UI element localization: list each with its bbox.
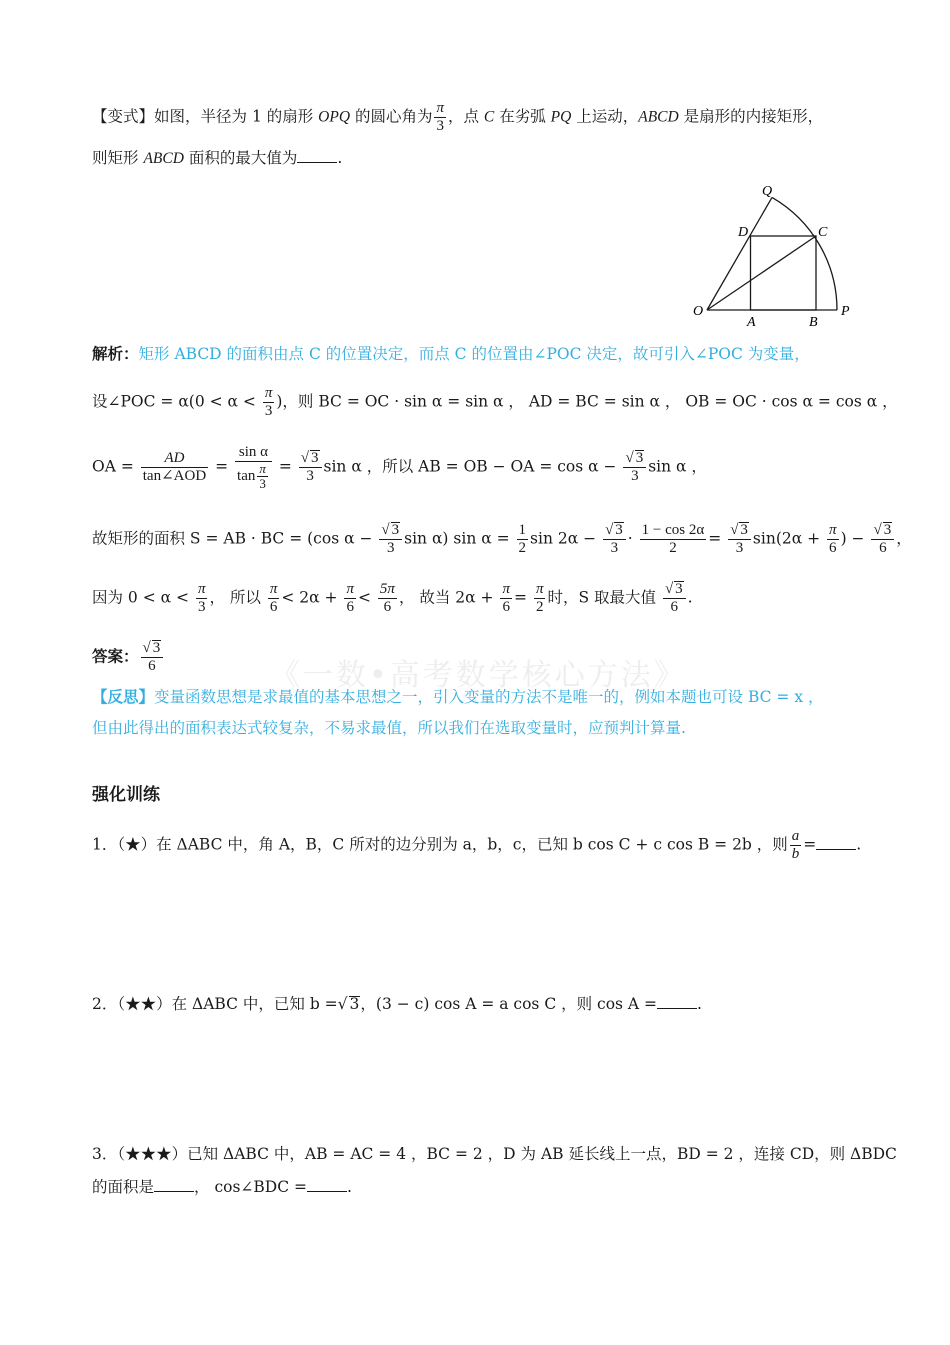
fraction: $\frac{√ 3}{3}$ [728,522,751,557]
label-o: O [693,304,704,319]
math-text: 设∠POC = α(0 < α < [92,392,261,411]
fraction: $\frac{√ 3}{3}$ [603,522,626,557]
fraction: $\frac{5\pi}{6}$ [379,581,395,615]
question-1 [92,828,861,863]
math-abcd: ABCD [143,150,184,167]
math-text: 故矩形的面积 S = AB · BC = (cos α − [92,529,373,548]
solution-line-5 [92,581,693,616]
fraction: $\frac{√ 3}{3}$ [299,450,322,485]
question-3-line-1 [92,1142,897,1166]
question-text: 1．（★）在 ΔABC 中，角 A，B，C 所对的边分别为 a，b，c，已知 b cos C + c cos B = 2b ，则 [92,835,788,854]
math-text: ， 所以 [209,588,261,607]
answer-blank [657,994,697,1009]
label-q: Q [762,184,773,199]
period: . [337,149,343,167]
answer-blank [297,148,337,163]
math-text: = [278,457,292,476]
fraction: $\frac{\pi}{2}$ [535,581,544,615]
math-text: < [357,588,371,607]
fraction: $\frac{\pi}{3}$ [264,385,273,419]
variant-line-2 [92,146,342,171]
reflection-line-1 [92,685,824,709]
solution-line-4 [92,522,912,557]
math-text: sin 2α − [530,529,597,548]
reflection-text: 变量函数思想是求最值的基本思想之一，引入变量的方法不是唯一的，例如本题也可设 BC = x ， [154,688,824,706]
label-b: B [809,315,818,330]
math-text: sin α) sin α = [404,529,510,548]
sqrt-value: 3 [349,995,360,1013]
question-text: ，(3 − c) cos A = a cos C ，则 cos A = [360,995,658,1013]
variant-text: 则矩形 [92,149,144,167]
solution-label: 解析： [92,344,139,363]
variant-text: 上运动， [571,107,639,126]
variant-text: 面积的最大值为 [183,149,298,167]
solution-line-2 [92,385,898,420]
math-text: sin α ， [648,457,707,476]
math-text: sin α ，所以 AB = OB − OA = cos α − [323,457,617,476]
solution-intro [92,342,810,366]
math-text: OA = [92,457,134,476]
period: . [856,835,862,854]
question-3-line-2 [92,1175,352,1199]
question-text: 2．（★★）在 ΔABC 中，已知 b = [92,995,338,1013]
solution-intro-text: 矩形 ABCD 的面积由点 C 的位置决定，而点 C 的位置由∠POC 决定，故可引入∠POC 为变量， [138,345,810,363]
question-text: 3．（★★★）已知 ΔABC 中，AB = AC = 4 ，BC = 2 ，D 为 AB 延长线上一点，BD = 2 ，连接 CD，则 ΔBDC [92,1145,897,1163]
answer-label: 答案： [92,646,139,666]
solution-line-3 [92,444,707,491]
variant-text: 在劣弧 [494,107,551,126]
label-d: D [738,225,749,240]
fraction: $\frac{1}{2}$ [518,522,527,556]
question-text: ， cos∠BDC = [194,1178,307,1196]
fraction: $\frac{\pi}{3}$ [436,100,444,134]
sector-figure [690,180,860,330]
math-c: C [483,108,495,126]
period: . [347,1178,352,1196]
rectangle-abcd [751,236,817,310]
answer-blank [816,835,856,850]
variant-text: 是扇形的内接矩形， [678,107,824,126]
fraction: $\frac{\pi}{6}$ [269,581,278,615]
math-text: 时，S 取最大值 [547,588,656,607]
math-text: . [687,588,693,607]
variant-tag: 【变式】 [92,107,155,126]
variant-line-1 [92,100,823,135]
answer-fraction: $\frac{√ 3}{6}$ [141,640,164,675]
fraction: $\frac{\pi}{6}$ [502,581,510,615]
math-pq: PQ [550,108,572,126]
variant-text: 如图，半径为 1 的扇形 [154,107,319,126]
math-text: )，则 BC = OC · sin α = sin α ， AD = BC = sin α ， OB = OC · cos α = cos α ， [276,392,898,411]
math-text: = [514,588,527,607]
math-text: 因为 0 < α < [92,588,190,607]
math-text: = [215,457,229,476]
fraction: $\frac{\pi}{6}$ [829,522,837,556]
fraction: $\frac{√ 3}{6}$ [871,522,894,557]
fraction: $\frac{\pi}{6}$ [346,581,354,615]
variant-text: 的圆心角为 [350,107,433,126]
segment-oc [707,236,816,310]
answer-line [92,640,165,675]
math-text: sin(2α + [752,529,821,548]
segment-oq [707,197,772,310]
fraction: $\frac{a}{b}$ [791,828,800,862]
fraction: sin α tan $\frac{\pi}{3}$ [235,444,272,491]
watermark: 《一数•高考数学核心方法》 [270,658,687,693]
math-text: ， 故当 2α + [398,588,494,607]
math-text: ) − [840,529,865,548]
answer-blank [307,1177,347,1192]
fraction: $\frac{√ 3}{3}$ [623,450,646,485]
section-heading: 强化训练 [92,785,160,805]
fraction: $\frac{√ 3}{3}$ [379,522,402,557]
label-p: P [841,304,850,319]
fraction: $\frac{\pi}{3}$ [197,581,206,615]
label-c: C [818,225,828,240]
question-text: 的面积是 [92,1178,155,1196]
math-opq: OPQ [318,108,351,126]
reflection-line-2 [92,716,686,740]
math-text: ， [896,529,912,548]
math-text: · [627,529,633,548]
question-text: = [803,835,817,854]
math-text: < 2α + [281,588,338,607]
arc-pq [772,197,837,310]
math-text: = [708,529,722,548]
fraction: $\frac{AD}{\text{tan∠AOD}}$ [142,450,207,484]
answer-blank [154,1177,194,1192]
math-abcd: ABCD [638,108,679,126]
fraction: $\frac{√ 3}{6}$ [663,581,686,616]
period: . [697,995,702,1013]
question-2: 2．（★★）在 ΔABC 中，已知 b =√ 3，(3 − c) cos A = a cos C ，则 cos A = . [92,995,702,1013]
reflection-tag: 【反思】 [92,687,155,706]
variant-text: ，点 [447,107,484,126]
fraction: $\frac{1 - \cos 2\alpha}{2}$ [641,522,705,556]
reflection-text: 但由此得出的面积表达式较复杂，不易求最值，所以我们在选取变量时，应预判计算量. [92,719,686,737]
label-a: A [747,315,756,330]
